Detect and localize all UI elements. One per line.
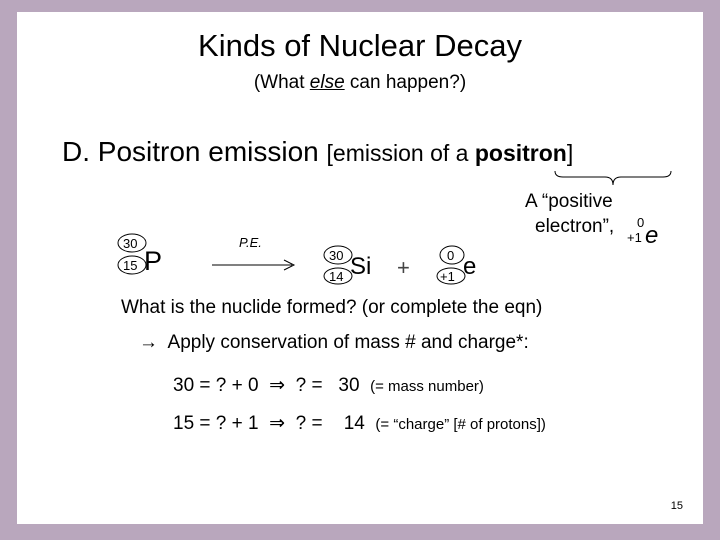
mass-lhs: 30 = ? + 0 <box>173 375 259 396</box>
product-symbol: Si <box>350 253 372 280</box>
section-term: positron <box>474 140 567 166</box>
note-line-1: A “positive <box>525 191 613 212</box>
question-line: What is the nuclide formed? (or complete the eqn) <box>121 297 543 318</box>
note-positron-charge: +1 <box>627 230 642 245</box>
mass-answer: 30 <box>338 375 360 396</box>
reactant-nuclide <box>118 234 162 276</box>
charge-note: (= “charge” [# of protons]) <box>375 416 546 433</box>
page-number: 15 <box>670 500 683 512</box>
slide <box>17 12 703 524</box>
note-positron-mass: 0 <box>637 215 645 230</box>
charge-lhs: 15 = ? + 1 <box>173 413 259 434</box>
section-label: D. Positron emission <box>62 136 327 167</box>
charge-rhs: ? = <box>295 413 323 434</box>
apply-text: Apply conservation of mass # and charge*: <box>167 332 529 353</box>
nuclear-equation <box>112 230 492 290</box>
reactant-atomic: 15 <box>123 258 138 273</box>
section-bracket-open: [emission of a <box>326 140 475 166</box>
slide-title: Kinds of Nuclear Decay <box>198 28 522 63</box>
section-bracket-close: ] <box>566 140 574 166</box>
note-line-2: electron”, <box>535 216 615 237</box>
product-atomic: 14 <box>329 269 344 284</box>
plus-sign: + <box>397 255 410 280</box>
reaction-arrow <box>212 235 294 270</box>
emitted-charge: +1 <box>440 269 455 284</box>
apply-line <box>139 332 529 354</box>
slide-subtitle <box>17 72 703 94</box>
section-heading <box>62 136 573 168</box>
note-positron-symbol <box>625 212 685 252</box>
subtitle-emphasis: else <box>309 72 345 93</box>
emitted-positron <box>437 246 476 284</box>
mass-implies: ⇒ <box>269 375 286 396</box>
positron-note <box>525 189 614 239</box>
charge-equation <box>173 412 546 435</box>
apply-arrow: → <box>139 332 158 353</box>
note-positron-e: e <box>645 222 659 249</box>
charge-implies: ⇒ <box>269 413 286 434</box>
product-mass: 30 <box>329 248 344 263</box>
reactant-symbol: P <box>144 246 163 276</box>
mass-rhs: ? = <box>295 375 323 396</box>
subtitle-pre: (What <box>253 72 310 93</box>
mass-note: (= mass number) <box>370 378 484 395</box>
underbrace <box>553 169 673 191</box>
mass-equation <box>173 374 484 397</box>
product-nuclide <box>324 246 371 284</box>
charge-answer: 14 <box>343 413 365 434</box>
emitted-mass: 0 <box>447 248 455 263</box>
reactant-mass: 30 <box>123 236 138 251</box>
arrow-label: P.E. <box>239 235 262 250</box>
subtitle-post: can happen?) <box>344 72 467 93</box>
emitted-symbol: e <box>463 253 477 280</box>
